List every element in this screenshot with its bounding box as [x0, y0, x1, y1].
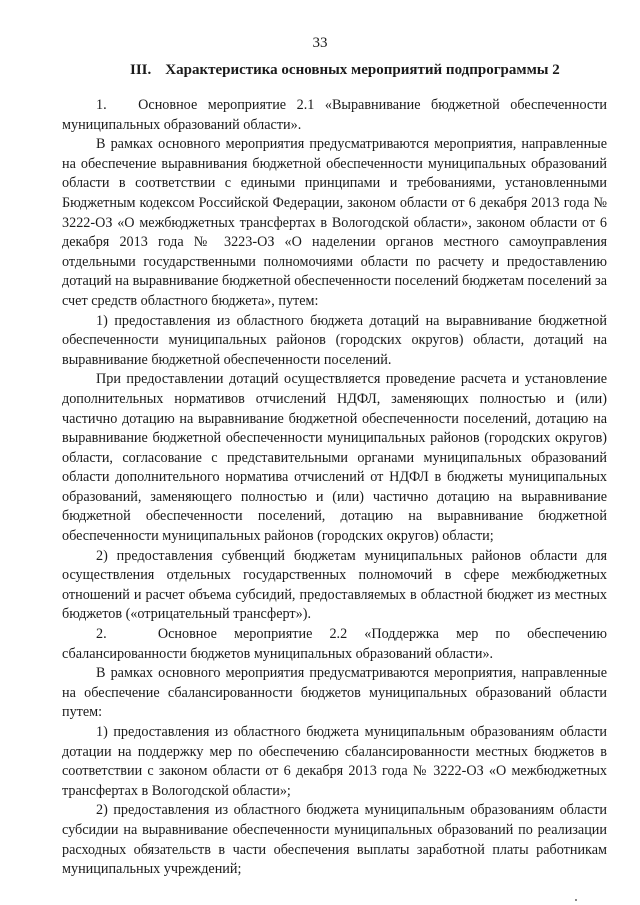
- paragraph-measure-2-1-description: В рамках основного мероприятия предусматриваются мероприятия, направленные на обеспечение выравнивания бюджетной обеспеченности муниципальных образований области в соответствии с едиными принципами и требованиями, установленными Бюджетным кодексом Российской Федерации, законом области от 6 декабря 2013 года № 3222-ОЗ «О межбюджетных трансфертах в Вологодской области», законом области от 6 декабря 2013 года № 3223-ОЗ «О наделении органов местного самоуправления отдельными государственными полномочиями области по расчету и предоставлению дотаций на выравнивание бюджетной обеспеченности поселений бюджетам поселений за счет средств областного бюджета», путем:: [62, 136, 607, 309]
- paragraph-measure-2-1-heading: 1. Основное мероприятие 2.1 «Выравнивание бюджетной обеспеченности муниципальных образований области».: [62, 97, 607, 133]
- section-title: Характеристика основных мероприятий подпрограммы 2: [165, 62, 560, 78]
- paragraph-measure-2-1-item-1: 1) предоставления из областного бюджета дотаций на выравнивание бюджетной обеспеченности муниципальных районов (городских округов) области, дотаций на выравнивание бюджетной обеспеченности поселений.: [62, 312, 607, 368]
- paragraph-measure-2-2-item-2: 2) предоставления из областного бюджета муниципальным образованиям области субсидии на выравнивание обеспеченности муниципальных образований по реализации расходных обязательств в части обеспечения выплаты заработной платы работникам муниципальных учреждений;: [62, 802, 607, 878]
- paragraph-ndfl-norms: При предоставлении дотаций осуществляется проведение расчета и установление дополнительных нормативов отчислений НДФЛ, заменяющих полностью и (или) частично дотацию на выравнивание бюджетной обеспеченности поселений, дотацию на выравнивание бюджетной обеспеченности муниципальных районов (городских округов) области, согласование с представительными органами муниципальных образований области дополнительного норматива отчислений от НДФЛ в бюджеты муниципальных образований, заменяющего полностью и (или) частично дотацию на выравнивание бюджетной обеспеченности поселений, дотацию на выравнивание бюджетной обеспеченности муниципальных районов (городских округов) области;: [62, 371, 607, 545]
- scan-artifact: [575, 899, 577, 901]
- document-body: [62, 96, 607, 880]
- paragraph-measure-2-2-item-1: 1) предоставления из областного бюджета муниципальным образованиям области дотации на поддержку мер по обеспечению сбалансированности местных бюджетов в соответствии с законом области от 6 декабря 2013 года № 3222-ОЗ «О межбюджетных трансфертах в Вологодской области»;: [62, 724, 607, 799]
- section-heading: [130, 62, 560, 79]
- paragraph-measure-2-2-heading: 2. Основное мероприятие 2.2 «Поддержка мер по обеспечению сбалансированности бюджетов муниципальных образований области».: [62, 626, 607, 662]
- section-roman-numeral: III.: [130, 62, 152, 78]
- paragraph-measure-2-1-item-2: 2) предоставления субвенций бюджетам муниципальных районов области для осуществления отдельных государственных полномочий в сфере межбюджетных отношений и расчет объема субсидий, предоставляемых в областной бюджет из местных бюджетов («отрицательный трансферт»).: [62, 547, 607, 623]
- paragraph-measure-2-2-description: В рамках основного мероприятия предусматриваются мероприятия, направленные на обеспечение сбалансированности бюджетов муниципальных образований области путем:: [62, 665, 607, 721]
- page-number: 33: [312, 35, 328, 51]
